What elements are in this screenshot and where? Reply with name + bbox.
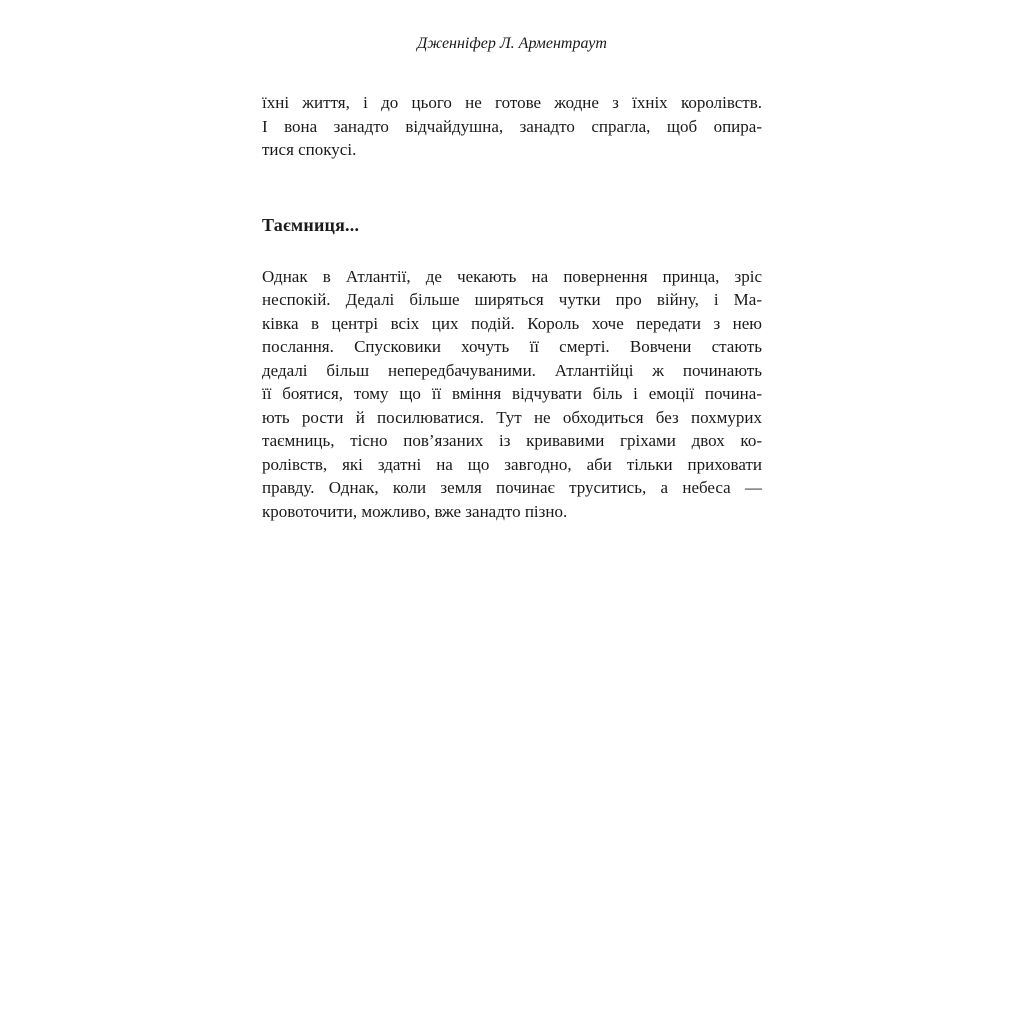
paragraph-line: І вона занадто відчайдушна, занадто спрагла, щоб опира- xyxy=(262,116,762,136)
paragraph-line: ківка в центрі всіх цих подій. Король хоче передати з нею xyxy=(262,313,762,333)
paragraph-line: кровоточити, можливо, вже занадто пізно. xyxy=(262,501,568,521)
paragraph-line: правду. Однак, коли земля починає труситись, а небеса — xyxy=(262,478,762,497)
paragraph-line: ють рости й посилюватися. Тут не обходиться без похмурих xyxy=(262,407,762,427)
paragraph-line: таємниць, тісно пов’язаних із кривавими гріхами двох ко- xyxy=(262,431,762,450)
paragraph-line: тися спокусі. xyxy=(262,140,357,159)
intro-paragraph xyxy=(262,91,762,162)
section-heading: Таємниця... xyxy=(262,214,360,235)
paragraph-line: послання. Спусковики хочуть її смерті. Вовчени стають xyxy=(262,337,762,356)
paragraph-line: їхні життя, і до цього не готове жодне з їхніх королівств. xyxy=(262,93,762,112)
paragraph-line: дедалі більш непередбачуваними. Атлантійці ж починають xyxy=(262,360,762,380)
body-paragraph xyxy=(262,265,762,524)
book-page xyxy=(262,0,762,523)
paragraph-line: Однак в Атлантії, де чекають на повернення принца, зріс xyxy=(262,266,762,286)
running-header: Дженніфер Л. Арментраут xyxy=(417,35,607,52)
paragraph-line: її боятися, тому що її вміння відчувати біль і емоції почина- xyxy=(262,384,762,403)
paragraph-line: ролівств, які здатні на що завгодно, аби тільки приховати xyxy=(262,454,762,474)
paragraph-line: неспокій. Дедалі більше ширяться чутки про війну, і Ма- xyxy=(262,290,762,309)
